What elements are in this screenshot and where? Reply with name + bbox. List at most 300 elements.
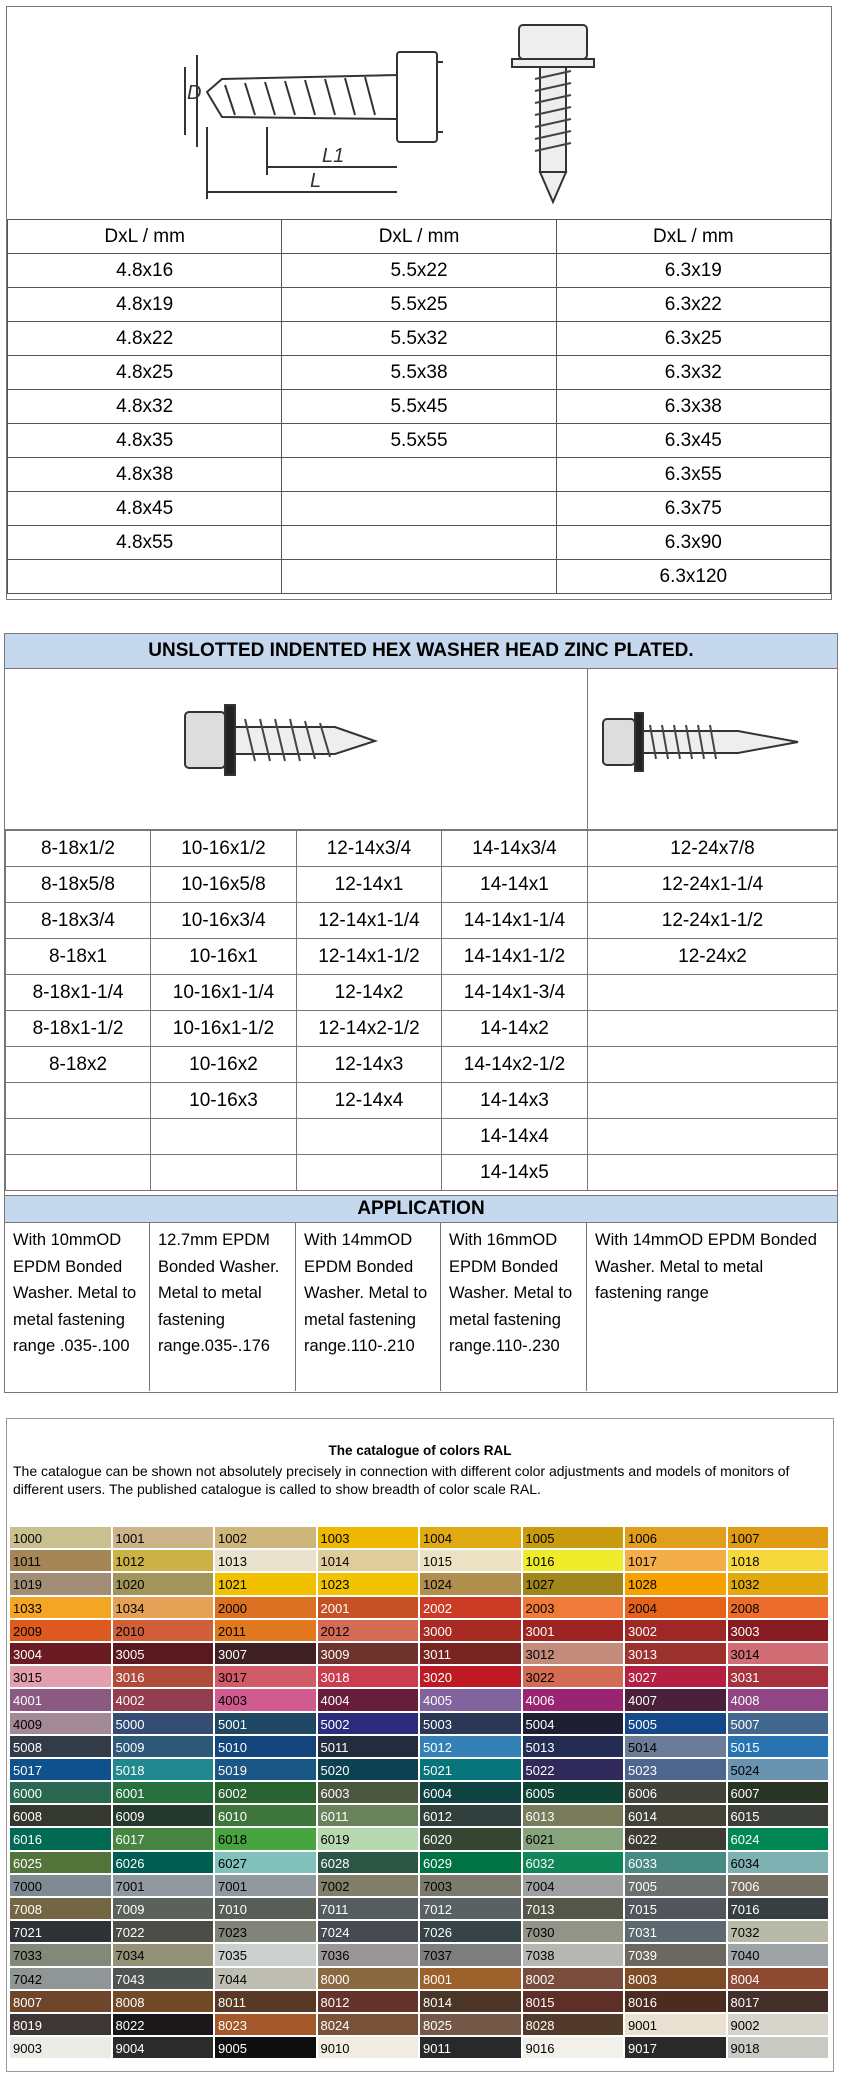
size-cell [588, 1119, 838, 1155]
dim-label-l1: L1 [322, 145, 345, 167]
ral-swatch: 4002 [112, 1688, 215, 1711]
ral-swatch: 6009 [112, 1804, 215, 1827]
ral-swatch: 6001 [112, 1781, 215, 1804]
size-cell [588, 1047, 838, 1083]
size-cell: 6.3x75 [556, 492, 830, 526]
ral-swatch: 2008 [727, 1596, 830, 1619]
ral-swatch: 9017 [624, 2036, 727, 2059]
size-cell: 6.3x120 [556, 560, 830, 594]
ral-swatch: 6033 [624, 1851, 727, 1874]
ral-swatch: 1011 [9, 1549, 112, 1572]
ral-swatch-grid [9, 1526, 829, 2059]
ral-swatch: 1002 [214, 1526, 317, 1549]
dim-label-d: D [187, 82, 202, 104]
size-cell: 12-24x7/8 [588, 831, 838, 867]
ral-swatch: 1019 [9, 1572, 112, 1595]
ral-swatch: 2001 [317, 1596, 420, 1619]
table-row [8, 288, 831, 322]
ral-swatch: 7044 [214, 1967, 317, 1990]
ral-swatch: 1013 [214, 1549, 317, 1572]
ral-swatch: 1003 [317, 1526, 420, 1549]
table-row [6, 939, 838, 975]
ral-swatch: 6014 [624, 1804, 727, 1827]
ral-swatch: 5013 [522, 1735, 625, 1758]
size-cell: 6.3x19 [556, 254, 830, 288]
ral-swatch: 1006 [624, 1526, 727, 1549]
ral-swatch: 4005 [419, 1688, 522, 1711]
ral-swatch: 3001 [522, 1619, 625, 1642]
size-cell: 8-18x1 [6, 939, 151, 975]
size-cell: 5.5x32 [282, 322, 556, 356]
ral-swatch: 1023 [317, 1572, 420, 1595]
ral-swatch: 6020 [419, 1827, 522, 1850]
size-cell: 6.3x38 [556, 390, 830, 424]
ral-swatch: 8022 [112, 2013, 215, 2036]
ral-swatch: 6024 [727, 1827, 830, 1850]
size-cell: 14-14x3/4 [442, 831, 588, 867]
ral-swatch: 1015 [419, 1549, 522, 1572]
ral-swatch: 7040 [727, 1943, 830, 1966]
ral-swatch: 6011 [317, 1804, 420, 1827]
ral-swatch: 3011 [419, 1642, 522, 1665]
hex-washer-section [4, 633, 838, 1393]
application-text: With 14mmOD EPDM Bonded Washer. Metal to metal fastening range [595, 1231, 817, 1302]
ral-swatch: 4008 [727, 1688, 830, 1711]
application-text: 12.7mm EPDM Bonded Washer. Metal to metal fastening range.035-.176 [150, 1223, 296, 1391]
ral-swatch: 6032 [522, 1851, 625, 1874]
size-cell [297, 1119, 442, 1155]
table-row [8, 526, 831, 560]
ral-swatch: 3005 [112, 1642, 215, 1665]
ral-swatch: 7032 [727, 1920, 830, 1943]
ral-swatch: 3009 [317, 1642, 420, 1665]
table-row [6, 1119, 838, 1155]
ral-swatch: 7002 [317, 1874, 420, 1897]
size-cell: 12-14x1 [297, 867, 442, 903]
size-cell [588, 1155, 838, 1191]
size-cell: 5.5x55 [282, 424, 556, 458]
ral-swatch: 5003 [419, 1712, 522, 1735]
size-cell: 14-14x1-1/2 [442, 939, 588, 975]
ral-swatch: 8003 [624, 1967, 727, 1990]
screw-images-row [5, 669, 837, 830]
table-row [6, 975, 838, 1011]
ral-swatch: 4009 [9, 1712, 112, 1735]
ral-swatch: 6015 [727, 1804, 830, 1827]
ral-swatch: 2004 [624, 1596, 727, 1619]
dim-label-l: L [310, 170, 322, 192]
ral-swatch: 3014 [727, 1642, 830, 1665]
ral-swatch: 8000 [317, 1967, 420, 1990]
size-cell: 10-16x3/4 [151, 903, 297, 939]
ral-swatch: 6025 [9, 1851, 112, 1874]
ral-swatch: 8019 [9, 2013, 112, 2036]
ral-swatch: 7034 [112, 1943, 215, 1966]
ral-swatch: 1027 [522, 1572, 625, 1595]
size-cell: 8-18x3/4 [6, 903, 151, 939]
ral-swatch: 1024 [419, 1572, 522, 1595]
ral-swatch: 7011 [317, 1897, 420, 1920]
size-cell [282, 492, 556, 526]
ral-swatch: 7043 [112, 1967, 215, 1990]
ral-swatch: 6027 [214, 1851, 317, 1874]
table-header: DxL / mm [556, 220, 830, 254]
ral-swatch: 6002 [214, 1781, 317, 1804]
size-cell [282, 458, 556, 492]
ral-swatch: 5015 [727, 1735, 830, 1758]
ral-swatch: 5008 [9, 1735, 112, 1758]
ral-swatch: 7003 [419, 1874, 522, 1897]
ral-swatch: 3003 [727, 1619, 830, 1642]
table-header: DxL / mm [8, 220, 282, 254]
size-cell: 14-14x4 [442, 1119, 588, 1155]
ral-swatch: 1014 [317, 1549, 420, 1572]
size-cell [8, 560, 282, 594]
ral-swatch: 1032 [727, 1572, 830, 1595]
ral-swatch: 1001 [112, 1526, 215, 1549]
size-cell: 14-14x1-3/4 [442, 975, 588, 1011]
ral-swatch: 3007 [214, 1642, 317, 1665]
ral-swatch: 8011 [214, 1990, 317, 2013]
ral-swatch: 5001 [214, 1712, 317, 1735]
size-cell: 12-24x1-1/2 [588, 903, 838, 939]
size-cell: 10-16x1 [151, 939, 297, 975]
ral-swatch: 7009 [112, 1897, 215, 1920]
ral-swatch: 7006 [727, 1874, 830, 1897]
table-row [6, 1011, 838, 1047]
size-cell [588, 1083, 838, 1119]
size-cell [6, 1119, 151, 1155]
ral-swatch: 4004 [317, 1688, 420, 1711]
ral-swatch: 2003 [522, 1596, 625, 1619]
ral-swatch: 3018 [317, 1665, 420, 1688]
ral-swatch: 5010 [214, 1735, 317, 1758]
table-row [8, 560, 831, 594]
size-cell: 6.3x25 [556, 322, 830, 356]
ral-swatch: 8025 [419, 2013, 522, 2036]
ral-swatch: 3016 [112, 1665, 215, 1688]
size-cell: 10-16x5/8 [151, 867, 297, 903]
ral-swatch: 1034 [112, 1596, 215, 1619]
ral-swatch: 2012 [317, 1619, 420, 1642]
application-text: With 14mmOD EPDM Bonded Washer. Metal to metal fastening range.110-.210 [296, 1223, 441, 1391]
ral-swatch: 7001 [112, 1874, 215, 1897]
application-text: With 16mmOD EPDM Bonded Washer. Metal to metal fastening range.110-.230 [441, 1223, 587, 1391]
table-row [6, 1155, 838, 1191]
ral-swatch: 3012 [522, 1642, 625, 1665]
size-cell: 4.8x22 [8, 322, 282, 356]
ral-swatch: 9002 [727, 2013, 830, 2036]
application-title: APPLICATION [5, 1195, 837, 1223]
ral-swatch: 4003 [214, 1688, 317, 1711]
ral-swatch: 6016 [9, 1827, 112, 1850]
size-cell: 14-14x1-1/4 [442, 903, 588, 939]
ral-swatch: 6004 [419, 1781, 522, 1804]
size-cell: 8-18x1/2 [6, 831, 151, 867]
ral-swatch: 7038 [522, 1943, 625, 1966]
ral-swatch: 5002 [317, 1712, 420, 1735]
size-cell: 14-14x5 [442, 1155, 588, 1191]
table-row [8, 390, 831, 424]
size-cell: 5.5x22 [282, 254, 556, 288]
ral-swatch: 1028 [624, 1572, 727, 1595]
size-cell: 12-14x1-1/4 [297, 903, 442, 939]
table-header: DxL / mm [282, 220, 556, 254]
ral-swatch: 6021 [522, 1827, 625, 1850]
size-cell: 12-14x3/4 [297, 831, 442, 867]
ral-swatch: 6000 [9, 1781, 112, 1804]
ral-swatch: 7005 [624, 1874, 727, 1897]
ral-swatch: 8015 [522, 1990, 625, 2013]
table-row [6, 1047, 838, 1083]
ral-swatch: 5007 [727, 1712, 830, 1735]
size-cell: 10-16x1/2 [151, 831, 297, 867]
size-cell: 4.8x32 [8, 390, 282, 424]
table-row [6, 867, 838, 903]
ral-swatch: 7010 [214, 1897, 317, 1920]
ral-swatch: 5012 [419, 1735, 522, 1758]
ral-swatch: 9003 [9, 2036, 112, 2059]
size-cell: 6.3x45 [556, 424, 830, 458]
ral-swatch: 5017 [9, 1758, 112, 1781]
size-cell: 5.5x38 [282, 356, 556, 390]
ral-swatch: 1020 [112, 1572, 215, 1595]
ral-swatch: 3013 [624, 1642, 727, 1665]
ral-swatch: 3017 [214, 1665, 317, 1688]
ral-swatch: 3031 [727, 1665, 830, 1688]
ral-swatch: 1005 [522, 1526, 625, 1549]
ral-swatch: 9016 [522, 2036, 625, 2059]
ral-swatch: 6013 [522, 1804, 625, 1827]
ral-swatch: 8028 [522, 2013, 625, 2036]
size-cell: 6.3x55 [556, 458, 830, 492]
ral-swatch: 9011 [419, 2036, 522, 2059]
size-cell [282, 560, 556, 594]
ral-swatch: 5014 [624, 1735, 727, 1758]
ral-title: The catalogue of colors RAL [328, 1443, 512, 1458]
self-drilling-screw-image [5, 669, 587, 829]
ral-swatch: 5024 [727, 1758, 830, 1781]
ral-swatch: 6007 [727, 1781, 830, 1804]
ral-swatch: 3002 [624, 1619, 727, 1642]
table-row [8, 492, 831, 526]
ral-swatch: 6034 [727, 1851, 830, 1874]
table-row [8, 458, 831, 492]
size-cell: 12-24x2 [588, 939, 838, 975]
table-row [8, 356, 831, 390]
ral-swatch: 2009 [9, 1619, 112, 1642]
size-cell: 12-14x4 [297, 1083, 442, 1119]
ral-swatch: 7001 [214, 1874, 317, 1897]
size-cell: 10-16x2 [151, 1047, 297, 1083]
ral-swatch: 6012 [419, 1804, 522, 1827]
ral-swatch: 1021 [214, 1572, 317, 1595]
application-text: With 10mmOD EPDM Bonded Washer. Metal to metal fastening range .035-.100 [5, 1223, 150, 1391]
sizes-table [5, 830, 838, 1191]
size-cell: 14-14x2 [442, 1011, 588, 1047]
ral-swatch: 2010 [112, 1619, 215, 1642]
size-cell: 6.3x32 [556, 356, 830, 390]
ral-swatch: 7016 [727, 1897, 830, 1920]
dimensions-section [6, 6, 832, 600]
ral-swatch: 7039 [624, 1943, 727, 1966]
size-cell: 12-14x3 [297, 1047, 442, 1083]
ral-swatch: 1016 [522, 1549, 625, 1572]
size-cell: 4.8x35 [8, 424, 282, 458]
ral-swatch: 7024 [317, 1920, 420, 1943]
ral-swatch: 8001 [419, 1967, 522, 1990]
size-cell [6, 1155, 151, 1191]
ral-swatch: 5019 [214, 1758, 317, 1781]
ral-swatch: 9010 [317, 2036, 420, 2059]
size-cell: 4.8x45 [8, 492, 282, 526]
ral-swatch: 8004 [727, 1967, 830, 1990]
ral-swatch: 9005 [214, 2036, 317, 2059]
ral-swatch: 5021 [419, 1758, 522, 1781]
ral-swatch: 5022 [522, 1758, 625, 1781]
table-header-row [8, 220, 831, 254]
ral-swatch: 6017 [112, 1827, 215, 1850]
long-drill-screw-image [588, 669, 838, 829]
ral-swatch: 2000 [214, 1596, 317, 1619]
ral-swatch: 7037 [419, 1943, 522, 1966]
size-cell: 4.8x38 [8, 458, 282, 492]
size-cell: 12-14x1-1/2 [297, 939, 442, 975]
size-cell [151, 1155, 297, 1191]
ral-swatch: 9004 [112, 2036, 215, 2059]
size-cell: 14-14x3 [442, 1083, 588, 1119]
ral-swatch: 9001 [624, 2013, 727, 2036]
size-cell [588, 975, 838, 1011]
ral-swatch: 8007 [9, 1990, 112, 2013]
size-cell: 4.8x25 [8, 356, 282, 390]
ral-swatch: 6028 [317, 1851, 420, 1874]
ral-swatch: 3022 [522, 1665, 625, 1688]
size-cell: 5.5x45 [282, 390, 556, 424]
ral-description: The catalogue can be shown not absolutely precisely in connection with different color adjustments and models of monitors of different users. The published catalogue is called to show breadth of color scale RAL. [13, 1463, 790, 1497]
ral-swatch: 3000 [419, 1619, 522, 1642]
ral-swatch: 6026 [112, 1851, 215, 1874]
size-cell: 8-18x1-1/4 [6, 975, 151, 1011]
ral-swatch: 6029 [419, 1851, 522, 1874]
size-cell: 10-16x1-1/4 [151, 975, 297, 1011]
ral-swatch: 7013 [522, 1897, 625, 1920]
ral-swatch: 5023 [624, 1758, 727, 1781]
ral-swatch: 8024 [317, 2013, 420, 2036]
ral-swatch: 6019 [317, 1827, 420, 1850]
ral-swatch: 1004 [419, 1526, 522, 1549]
ral-swatch: 8017 [727, 1990, 830, 2013]
size-cell: 4.8x55 [8, 526, 282, 560]
ral-swatch: 8008 [112, 1990, 215, 2013]
ral-swatch: 5009 [112, 1735, 215, 1758]
ral-swatch: 6006 [624, 1781, 727, 1804]
size-cell: 10-16x3 [151, 1083, 297, 1119]
size-cell: 10-16x1-1/2 [151, 1011, 297, 1047]
ral-swatch: 7022 [112, 1920, 215, 1943]
ral-swatch: 8016 [624, 1990, 727, 2013]
ral-swatch: 7030 [522, 1920, 625, 1943]
ral-swatch: 1000 [9, 1526, 112, 1549]
ral-swatch: 7026 [419, 1920, 522, 1943]
ral-swatch: 1033 [9, 1596, 112, 1619]
ral-swatch: 5004 [522, 1712, 625, 1735]
ral-swatch: 5011 [317, 1735, 420, 1758]
size-cell: 4.8x19 [8, 288, 282, 322]
size-cell [588, 1011, 838, 1047]
screw-dimension-drawing [7, 7, 831, 220]
size-cell: 12-14x2-1/2 [297, 1011, 442, 1047]
ral-swatch: 6005 [522, 1781, 625, 1804]
ral-swatch: 2011 [214, 1619, 317, 1642]
ral-swatch: 6010 [214, 1804, 317, 1827]
ral-swatch: 8012 [317, 1990, 420, 2013]
ral-swatch: 2002 [419, 1596, 522, 1619]
ral-swatch: 7031 [624, 1920, 727, 1943]
ral-swatch: 6022 [624, 1827, 727, 1850]
size-cell [282, 526, 556, 560]
ral-swatch: 7036 [317, 1943, 420, 1966]
size-cell: 5.5x25 [282, 288, 556, 322]
size-cell: 14-14x1 [442, 867, 588, 903]
size-cell: 14-14x2-1/2 [442, 1047, 588, 1083]
ral-swatch: 6003 [317, 1781, 420, 1804]
size-cell [151, 1119, 297, 1155]
ral-swatch: 7015 [624, 1897, 727, 1920]
ral-swatch: 9018 [727, 2036, 830, 2059]
size-cell: 4.8x16 [8, 254, 282, 288]
ral-swatch: 1007 [727, 1526, 830, 1549]
size-cell: 6.3x22 [556, 288, 830, 322]
ral-swatch: 7035 [214, 1943, 317, 1966]
ral-swatch: 5005 [624, 1712, 727, 1735]
size-cell: 12-14x2 [297, 975, 442, 1011]
size-cell: 8-18x1-1/2 [6, 1011, 151, 1047]
ral-swatch: 7021 [9, 1920, 112, 1943]
ral-swatch: 5018 [112, 1758, 215, 1781]
size-cell: 8-18x5/8 [6, 867, 151, 903]
ral-swatch: 7008 [9, 1897, 112, 1920]
dxl-table [7, 219, 831, 594]
ral-swatch: 3020 [419, 1665, 522, 1688]
table-row [6, 903, 838, 939]
ral-swatch: 4001 [9, 1688, 112, 1711]
ral-swatch: 6018 [214, 1827, 317, 1850]
ral-swatch: 1017 [624, 1549, 727, 1572]
ral-swatch: 6008 [9, 1804, 112, 1827]
ral-swatch: 3027 [624, 1665, 727, 1688]
ral-swatch: 3004 [9, 1642, 112, 1665]
table-row [6, 831, 838, 867]
ral-swatch: 1018 [727, 1549, 830, 1572]
table-row [6, 1083, 838, 1119]
ral-swatch: 1012 [112, 1549, 215, 1572]
ral-swatch: 8014 [419, 1990, 522, 2013]
size-cell [6, 1083, 151, 1119]
application-row [5, 1223, 837, 1391]
ral-swatch: 8002 [522, 1967, 625, 1990]
size-cell: 6.3x90 [556, 526, 830, 560]
ral-swatch: 5000 [112, 1712, 215, 1735]
ral-swatch: 4007 [624, 1688, 727, 1711]
ral-swatch: 7012 [419, 1897, 522, 1920]
section-title: UNSLOTTED INDENTED HEX WASHER HEAD ZINC PLATED. [5, 634, 837, 669]
ral-catalogue-section [6, 1418, 834, 2072]
ral-swatch: 8023 [214, 2013, 317, 2036]
table-row [8, 424, 831, 458]
ral-swatch: 7004 [522, 1874, 625, 1897]
size-cell: 12-24x1-1/4 [588, 867, 838, 903]
